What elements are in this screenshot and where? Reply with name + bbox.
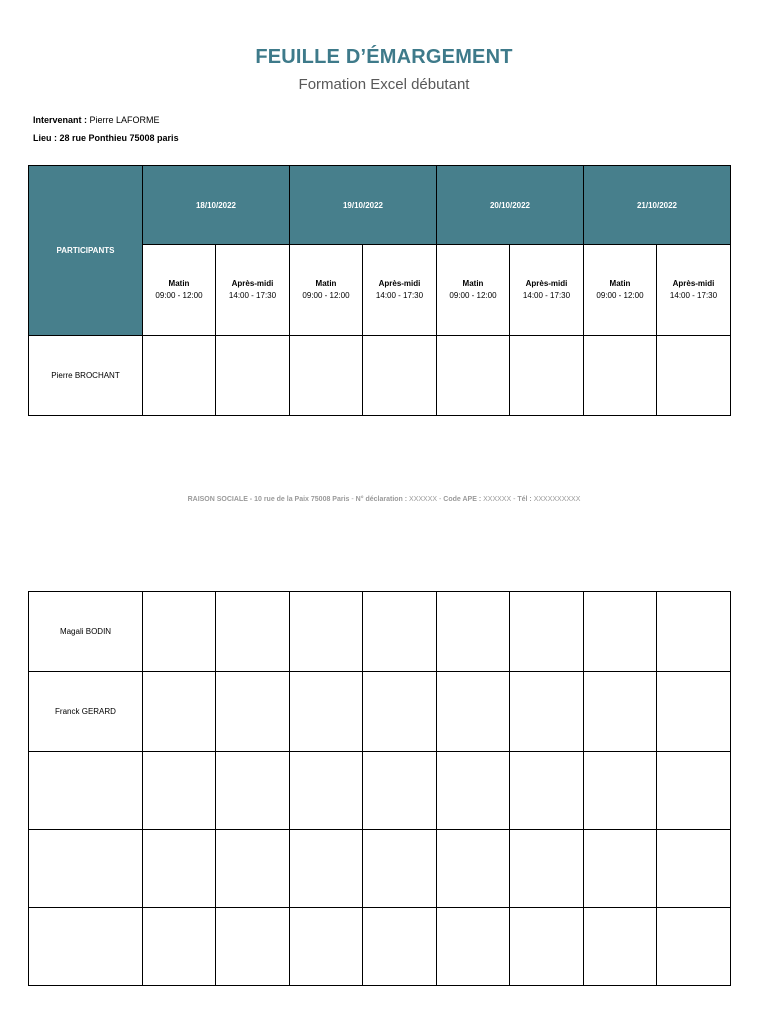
signature-cell[interactable] <box>437 908 510 986</box>
slot-name: Matin <box>168 279 190 288</box>
signature-cell[interactable] <box>657 672 731 752</box>
slot-header <box>657 245 731 336</box>
signature-cell[interactable] <box>437 672 510 752</box>
trainer-label: Intervenant : <box>33 115 88 125</box>
signature-cell[interactable] <box>584 592 657 672</box>
participant-row <box>29 592 731 672</box>
footer-ape-label: Code APE : <box>443 496 482 503</box>
signature-cell[interactable] <box>363 752 437 830</box>
signature-cell[interactable] <box>363 830 437 908</box>
slot-header <box>510 245 584 336</box>
slot-hours: 14:00 - 17:30 <box>228 291 277 300</box>
signature-cell[interactable] <box>290 672 363 752</box>
slot-name: Après-midi <box>378 279 421 288</box>
signature-cell[interactable] <box>584 672 657 752</box>
page-title: FEUILLE D’ÉMARGEMENT <box>255 46 513 68</box>
signature-cell[interactable] <box>510 672 584 752</box>
slot-hours: 09:00 - 12:00 <box>302 291 350 300</box>
date-header: 18/10/2022 <box>143 166 290 245</box>
slot-header <box>584 245 657 336</box>
participant-name <box>29 908 143 986</box>
signature-cell[interactable] <box>290 592 363 672</box>
footer-company: RAISON SOCIALE - 10 rue de la Paix 75008 Paris <box>187 496 350 503</box>
signature-cell[interactable] <box>290 752 363 830</box>
participant-name <box>29 752 143 830</box>
signature-cell[interactable] <box>657 908 731 986</box>
signature-cell[interactable] <box>584 830 657 908</box>
participant-name: Pierre BROCHANT <box>29 336 143 416</box>
footer-tel-value: XXXXXXXXXX <box>533 496 581 503</box>
participants-header: PARTICIPANTS <box>29 166 143 336</box>
participant-row <box>29 752 731 830</box>
signature-cell[interactable] <box>290 908 363 986</box>
date-header: 20/10/2022 <box>437 166 584 245</box>
trainer-value: Pierre LAFORME <box>89 115 160 125</box>
footer-ape-value: XXXXXX <box>483 496 512 503</box>
participant-row <box>29 336 731 416</box>
signature-cell[interactable] <box>584 908 657 986</box>
date-header: 21/10/2022 <box>584 166 731 245</box>
footer-declaration-label: N° déclaration : <box>355 496 408 503</box>
attendance-table-bottom <box>28 591 731 986</box>
signature-cell[interactable] <box>437 592 510 672</box>
signature-cell[interactable] <box>216 672 290 752</box>
slot-name: Matin <box>462 279 484 288</box>
participant-name <box>29 830 143 908</box>
participant-name: Magali BODIN <box>29 592 143 672</box>
signature-cell[interactable] <box>363 592 437 672</box>
signature-cell[interactable] <box>584 752 657 830</box>
place-info <box>33 133 179 143</box>
trainer-info <box>33 115 160 125</box>
participant-row <box>29 672 731 752</box>
signature-cell[interactable] <box>363 336 437 416</box>
signature-cell[interactable] <box>510 830 584 908</box>
signature-cell[interactable] <box>290 336 363 416</box>
signature-cell[interactable] <box>510 752 584 830</box>
signature-cell[interactable] <box>290 830 363 908</box>
signature-cell[interactable] <box>363 908 437 986</box>
signature-cell[interactable] <box>143 908 216 986</box>
slot-name: Après-midi <box>231 279 274 288</box>
signature-cell[interactable] <box>143 592 216 672</box>
date-header: 19/10/2022 <box>290 166 437 245</box>
slot-name: Matin <box>315 279 337 288</box>
slot-hours: 09:00 - 12:00 <box>155 291 203 300</box>
signature-cell[interactable] <box>584 336 657 416</box>
participant-row <box>29 830 731 908</box>
slot-header <box>363 245 437 336</box>
slot-hours: 09:00 - 12:00 <box>449 291 497 300</box>
signature-cell[interactable] <box>143 752 216 830</box>
signature-cell[interactable] <box>216 830 290 908</box>
signature-cell[interactable] <box>437 752 510 830</box>
signature-cell[interactable] <box>216 336 290 416</box>
slot-hours: 14:00 - 17:30 <box>375 291 424 300</box>
place-label: Lieu : <box>33 133 57 143</box>
footer-tel-label: Tél : <box>517 496 532 503</box>
slot-hours: 09:00 - 12:00 <box>596 291 644 300</box>
slot-name: Après-midi <box>672 279 715 288</box>
signature-cell[interactable] <box>657 752 731 830</box>
participant-name: Franck GERARD <box>29 672 143 752</box>
signature-cell[interactable] <box>510 336 584 416</box>
signature-cell[interactable] <box>216 908 290 986</box>
place-value: 28 rue Ponthieu 75008 paris <box>59 133 179 143</box>
slot-header <box>437 245 510 336</box>
slot-header <box>290 245 363 336</box>
signature-cell[interactable] <box>510 908 584 986</box>
page-subtitle: Formation Excel débutant <box>298 76 470 93</box>
signature-cell[interactable] <box>363 672 437 752</box>
signature-cell[interactable] <box>437 336 510 416</box>
slot-header <box>216 245 290 336</box>
participant-row <box>29 908 731 986</box>
signature-cell[interactable] <box>143 830 216 908</box>
signature-cell[interactable] <box>216 752 290 830</box>
signature-cell[interactable] <box>143 336 216 416</box>
footer-declaration-value: XXXXXX <box>409 496 438 503</box>
slot-name: Matin <box>609 279 631 288</box>
signature-cell[interactable] <box>657 592 731 672</box>
slot-name: Après-midi <box>525 279 568 288</box>
signature-cell[interactable] <box>143 672 216 752</box>
signature-cell[interactable] <box>510 592 584 672</box>
attendance-table-top <box>28 165 731 416</box>
signature-cell[interactable] <box>657 336 731 416</box>
signature-cell[interactable] <box>216 592 290 672</box>
signature-cell[interactable] <box>437 830 510 908</box>
footer-legal: RAISON SOCIALE - 10 rue de la Paix 75008 Paris - N° déclaration : XXXXXX - Code APE : XXXXXX - Tél : XXXXXXXXXX <box>187 496 581 503</box>
slot-hours: 14:00 - 17:30 <box>669 291 718 300</box>
signature-cell[interactable] <box>657 830 731 908</box>
slot-hours: 14:00 - 17:30 <box>522 291 571 300</box>
slot-header <box>143 245 216 336</box>
